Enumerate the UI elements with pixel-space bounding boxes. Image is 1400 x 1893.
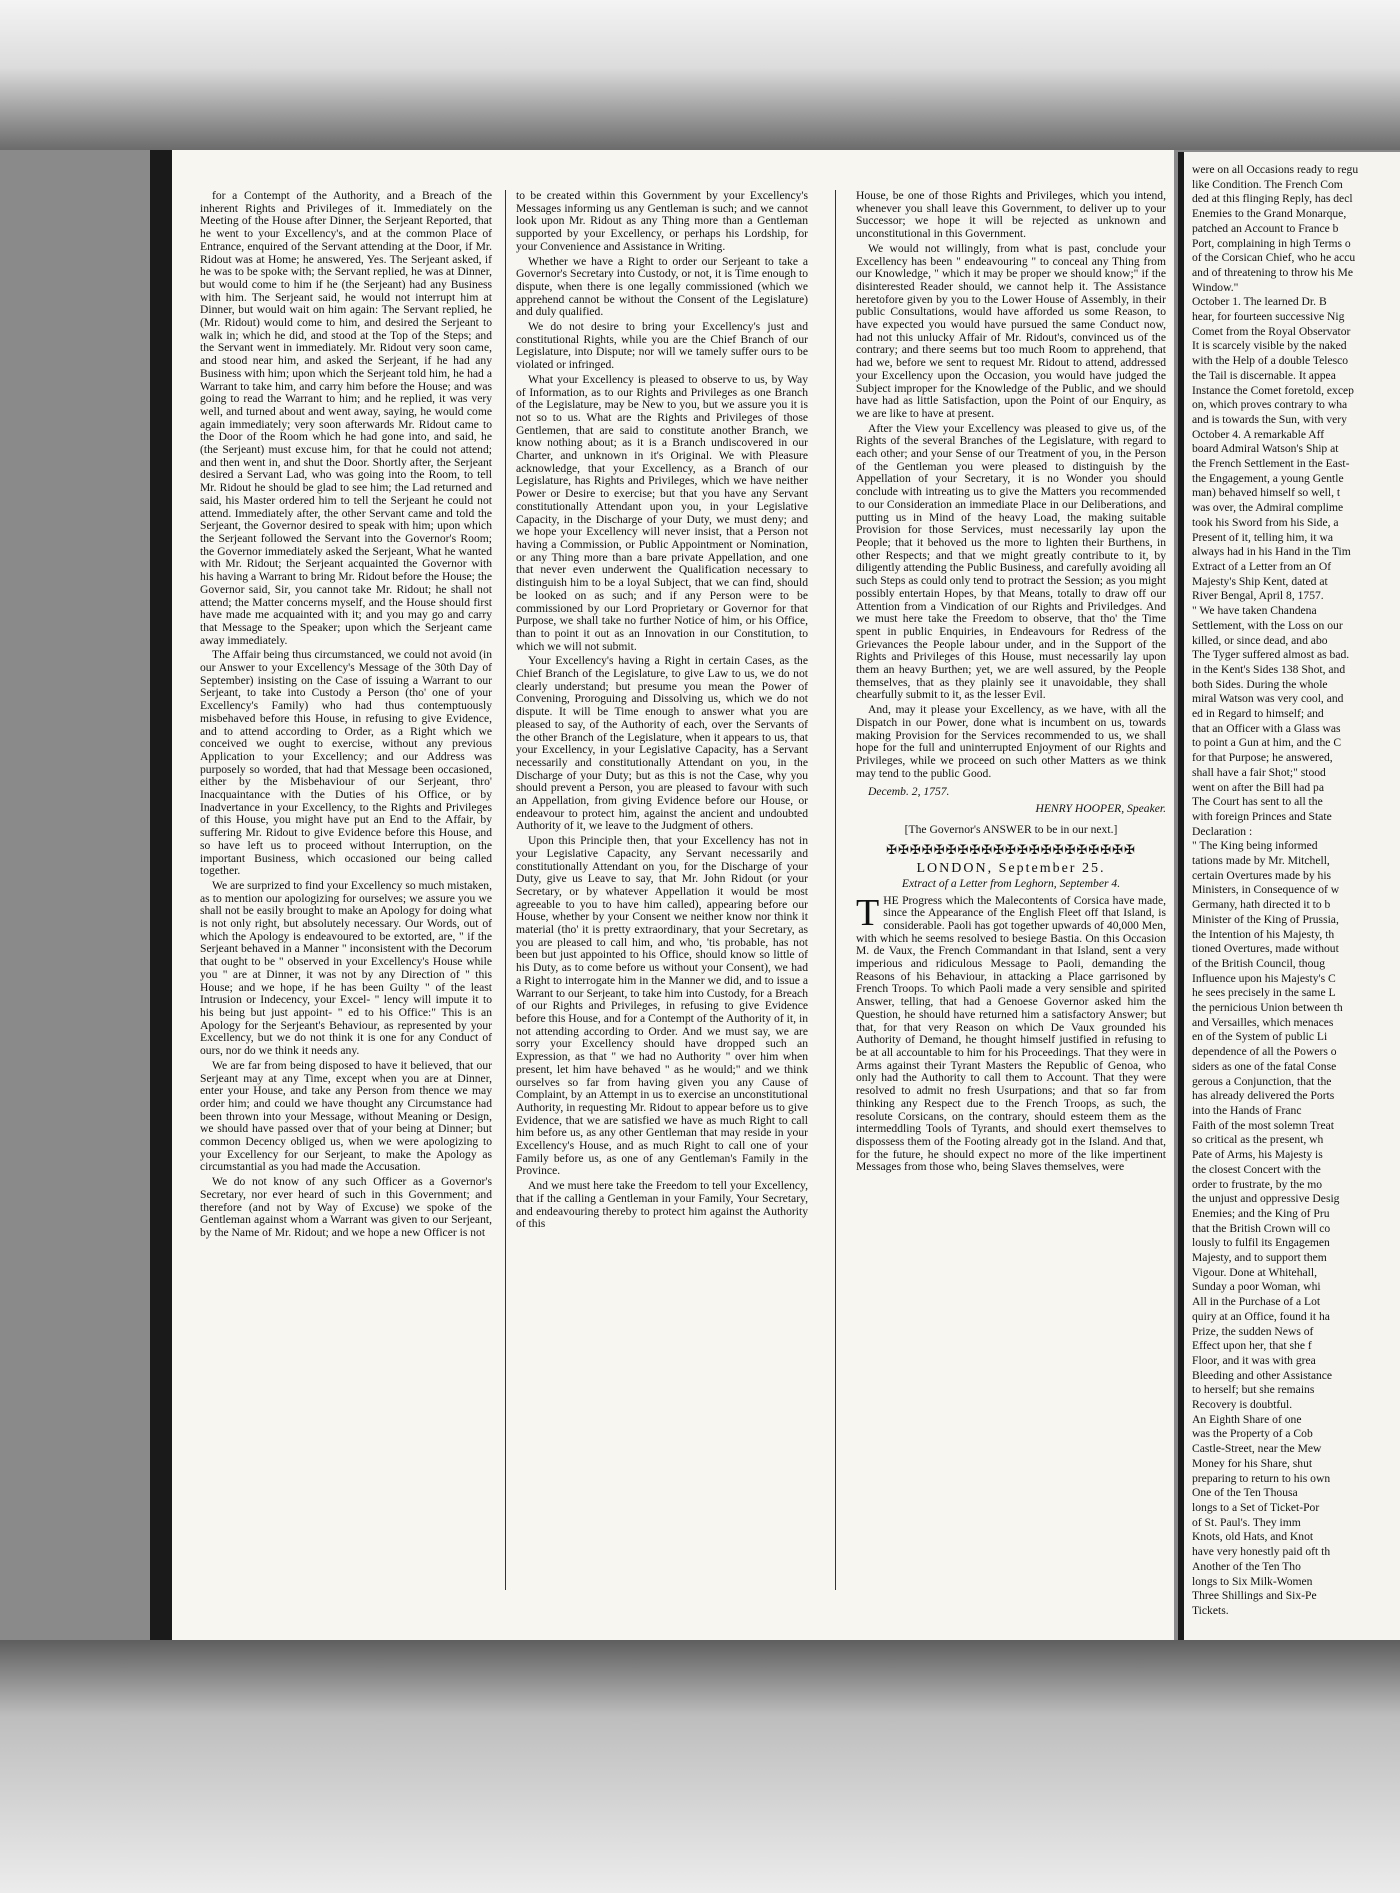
adjacent-page-line: and of threatening to throw his Me bbox=[1192, 265, 1353, 279]
adjacent-page-line: Effect upon her, that she f bbox=[1192, 1339, 1312, 1353]
adjacent-page-line: longs to a Set of Ticket-Por bbox=[1192, 1500, 1320, 1514]
adjacent-page-line: Recovery is doubtful. bbox=[1192, 1398, 1293, 1412]
adjacent-page-line: of the Corsican Chief, who he accu bbox=[1192, 251, 1356, 265]
adjacent-page-line: went on after the Bill had pa bbox=[1192, 780, 1324, 794]
paragraph: Your Excellency's having a Right in certain Cases, as the Chief Branch of the Legislature, to give Law to us, we do not clearly understand; but presume you mean the Power of Convening, Proroguing and Dissolving us, which we do not dispute. It will be Time enough to answer what you are pleased to say, of the Authority of each, over the Servants of the other Branch of the Legislature, when it appears to us, that your Excellency, in your Legislative Capacity, has a Servant necessarily and constitutionally Attendant on you, in the Discharge of your Duty; but as this is not the Case, why you should prevent a Person, you are pleased to favour with such an Appellation, from giving Evidence before our House, or endeavour to protect him, against the ancient and undoubted Authority of it, we leave to the Judgment of others. bbox=[516, 654, 808, 833]
adjacent-page-line: miral Watson was very cool, and bbox=[1192, 692, 1344, 706]
paragraph: Upon this Principle then, that your Excellency has not in your Legislative Capacity, any Servant necessarily and constitutionally Attendant on you, for the Discharge of your Duty, give us Leave to say, that Mr. John Ridout (or your Secretary, or by whatever Appellation it would be most agreeable to you to have him called), appearing before our House, whether by your Consent we neither know nor think it material (tho' it is pretty extraordinary, that your Secretary, as you are pleased to call him, and who, 'tis probable, has not been but just appointed to his Office, should know so little of his Duty, as to come before us without your Consent), we had a Right to interrogate him in the Manner we did, and to issue a Warrant to our Serjeant, to take him into Custody, for a Breach of our Rights and Privileges, in refusing to give Evidence before this House, and for a Contempt of the Authority of it, in not attending according to Order. And we must say, we are sorry your Excellency should have dropped such an Expression, as that " we had no Authority " over him when present, let him have behaved " as he would;" and we think ourselves so far from having given you any Cause of Complaint, by an Attempt in us to exercise an unconstitutional Authority, in requesting Mr. Ridout to appear before us to give Evidence, that we are satisfied we have as much Right to call him before us, as any other Gentleman that may reside in your Excellency's House, and as much Right to call one of your Family before us, as one of any Gentleman's Family in the Province. bbox=[516, 834, 808, 1178]
adjacent-page-line: River Bengal, April 8, 1757. bbox=[1192, 589, 1324, 603]
adjacent-page-line: the Intention of his Majesty, th bbox=[1192, 927, 1335, 941]
adjacent-page-line: lously to fulfil its Engagemen bbox=[1192, 1236, 1330, 1250]
column-rule bbox=[835, 190, 836, 1590]
paragraph: We are surprized to find your Excellency so much mistaken, as to mention our apologizing for ourselves; we assure you we shall not be easily brought to make an Apology for doing what is not only right, but absolutely necessary. Our Words, out of which the Apology is endeavoured to be extorted, are, " if the Serjeant behaved in a Manner " inconsistent with the Decorum that ought to be " observed in your Excellency's House while you " are at Dinner, it was not by any Direction of " this House; and we hope, if he has been Guilty " of the least Intrusion or Indecency, your Excel- " lency will impute it to his being but just appoint- " ed to his Office:" This is an Apology for the Serjeant's Behaviour, as represented by your Excellency, but we do not think it is one for any Conduct of ours, nor do we think it needs any. bbox=[200, 878, 492, 1058]
adjacent-page-line: tations made by Mr. Mitchell, bbox=[1192, 854, 1330, 868]
adjacent-page-line: Minister of the King of Prussia, bbox=[1192, 912, 1339, 926]
adjacent-page-line: Tickets. bbox=[1192, 1603, 1229, 1617]
adjacent-page-line: All in the Purchase of a Lot bbox=[1192, 1295, 1321, 1309]
adjacent-page-line: the unjust and oppressive Desig bbox=[1192, 1192, 1340, 1206]
drop-cap: T bbox=[856, 891, 880, 934]
text-column-1 bbox=[200, 190, 492, 1242]
adjacent-page-line: Settlement, with the Loss on our bbox=[1192, 618, 1343, 632]
adjacent-page-line: ed in Regard to himself; and bbox=[1192, 707, 1324, 721]
adjacent-page-line: Castle-Street, near the Mew bbox=[1192, 1442, 1322, 1456]
adjacent-page-line: for that Purpose; he answered, bbox=[1192, 751, 1333, 765]
adjacent-page-line: has already delivered the Ports bbox=[1192, 1089, 1335, 1103]
adjacent-page-line: on, which proves contrary to wha bbox=[1192, 398, 1348, 412]
adjacent-page-line: the French Settlement in the East- bbox=[1192, 457, 1350, 471]
paragraph: And, may it please your Excellency, as we have, with all the Dispatch in our Power, done what is incumbent on us, towards making Provision for the Services recommended to us, we shall hope for the full and uninterrupted Enjoyment of our Rights and Privileges, while we proceed on such other Matters as we think may tend to the public Good. bbox=[856, 703, 1166, 780]
adjacent-page-line: with the Help of a double Telesco bbox=[1192, 354, 1349, 368]
london-dateline: LONDON, September 25. bbox=[916, 861, 1106, 877]
paragraph: We do not know of any such Officer as a Governor's Secretary, nor ever heard of such in this Government; and therefore (and not by Way of Excuse) we spoke of the Gentleman against whom a Warrant was given to our Serjeant, by the Name of Mr. Ridout; and we hope a new Officer is not bbox=[200, 1175, 492, 1239]
paragraph: to be created within this Government by your Excellency's Messages informing us any Gentleman is such; and we cannot look upon Mr. Ridout as any Thing more than a Gentleman supported by your Excellency, or perhaps his Lordship, for your Convenience and Assistance in Writing. bbox=[516, 189, 808, 253]
adjacent-page-line: Influence upon his Majesty's C bbox=[1192, 971, 1336, 985]
adjacent-page-line: he sees precisely in the same L bbox=[1192, 986, 1336, 1000]
paragraph: We are far from being disposed to have it believed, that our Serjeant may at any Time, except when you are at Dinner, enter your House, and take any Person from thence we may order him; and could we have thought any Circumstance had been thrown into your Message, without Meaning or Design, we should have passed over that of your being at Dinner; but common Decency obliged us, when we were apologizing to your Excellency for our Serjeant, to make the Apology as circumstantial as you had made the Accusation. bbox=[200, 1058, 492, 1174]
adjacent-page-line: It is scarcely visible by the naked bbox=[1192, 339, 1347, 353]
adjacent-page-line: October 1. The learned Dr. B bbox=[1192, 295, 1327, 309]
letter-paragraph bbox=[856, 891, 1166, 1174]
adjacent-page-line: Declaration : bbox=[1192, 824, 1253, 838]
adjacent-page-line: Knots, old Hats, and Knot bbox=[1192, 1530, 1314, 1544]
adjacent-page-line: Present of it, telling him, it wa bbox=[1192, 530, 1334, 544]
adjacent-page bbox=[1178, 152, 1400, 1640]
text-column-2 bbox=[516, 190, 808, 1233]
adjacent-page-line: The Court has sent to all the bbox=[1192, 795, 1323, 809]
dateline-date: Decemb. 2, 1757. bbox=[868, 785, 950, 799]
adjacent-page-line: the pernicious Union between th bbox=[1192, 1001, 1343, 1015]
adjacent-page-line: was the Property of a Cob bbox=[1192, 1427, 1313, 1441]
adjacent-page-line: to point a Gun at him, and the C bbox=[1192, 736, 1342, 750]
adjacent-page-line: An Eighth Share of one bbox=[1192, 1412, 1302, 1426]
adjacent-page-line: gerous a Conjunction, that the bbox=[1192, 1074, 1332, 1088]
extract-heading: Extract of a Letter from Leghorn, September 4. bbox=[901, 876, 1121, 890]
paragraph: We do not desire to bring your Excellency's just and constitutional Rights, while you are the Chief Branch of our Legislature, into Dispute; nor will we tamely suffer ours to be violated or infringed. bbox=[516, 320, 808, 372]
adjacent-page-line: siders as one of the fatal Conse bbox=[1192, 1059, 1337, 1073]
adjacent-page-line: patched an Account to France b bbox=[1192, 221, 1339, 235]
adjacent-page-line: Majesty, and to support them bbox=[1192, 1251, 1327, 1265]
adjacent-page-line: that the British Crown will co bbox=[1192, 1221, 1331, 1235]
adjacent-page-line: longs to Six Milk-Women bbox=[1192, 1574, 1313, 1588]
adjacent-page-line: quiry at an Office, found it ha bbox=[1192, 1309, 1330, 1323]
scan-background-top bbox=[0, 0, 1400, 150]
adjacent-page-line: certain Overtures made by his bbox=[1192, 868, 1332, 882]
adjacent-page-line: en of the System of public Li bbox=[1192, 1030, 1328, 1044]
adjacent-page-line: Another of the Ten Tho bbox=[1192, 1559, 1301, 1573]
adjacent-page-line: Majesty's Ship Kent, dated at bbox=[1192, 574, 1328, 588]
column-rule bbox=[505, 190, 506, 1590]
adjacent-page-line: Money for his Share, shut bbox=[1192, 1456, 1313, 1470]
adjacent-page-line: preparing to return to his own bbox=[1192, 1471, 1331, 1485]
adjacent-page-line: One of the Ten Thousa bbox=[1192, 1486, 1298, 1500]
adjacent-page-line: man) behaved himself so well, t bbox=[1192, 486, 1341, 500]
adjacent-page-line: dependence of all the Powers o bbox=[1192, 1045, 1337, 1059]
paragraph: House, be one of those Rights and Privileges, which you intend, whenever you shall leave this Government, to deliver up to your Successor; we hope it will be rejected as unknown and unconstitutional in this Government. bbox=[856, 189, 1166, 241]
adjacent-page-line: ded at this flinging Reply, has decl bbox=[1192, 192, 1353, 206]
adjacent-page-line: killed, or since dead, and abo bbox=[1192, 633, 1328, 647]
text-column-3 bbox=[856, 190, 1166, 1176]
adjacent-page-line: the Engagement, a young Gentle bbox=[1192, 471, 1344, 485]
paragraph: After the View your Excellency was pleased to give us, of the Rights of the several Branches of the Legislature, with regard to each other; and your Sense of our Treatment of you, in the Person of the Gentleman you were pleased to distinguish by the Appellation of your Secretary, it is no Wonder you should conclude with intreating us to give the Matters you recommended to our Consideration an immediate Place in our Deliberations, and putting us in Mind of the heavy Load, the making suitable Provision for those Services, must necessarily lay upon the People; that it behoved us the more to lighten their Burthens, in other Respects; and that we might greatly contribute to it, by diligently attending the Public Business, and carefully avoiding all such Steps as could only tend to protract the Session; as you might possibly entertain Hopes, by that Means, totally to draw off our Attention from a Vindication of our Rights and Priviledges. And we must here take the Freedom to observe, that tho' the Time spent in public Enquiries, in Endeavours for Redress of the Grievances the People labour under, and in the Support of the Rights and Privileges of this House, must necessarily lay upon them an heavy Burthen; yet, we are well assured, by the People themselves, that as they plainly see it unavoidable, they shall chearfully submit to it, as the lesser Evil. bbox=[856, 421, 1166, 702]
adjacent-page-line: Comet from the Royal Observator bbox=[1192, 324, 1351, 338]
adjacent-page-line: and Versailles, which menaces bbox=[1192, 1015, 1334, 1029]
adjacent-page-line: Three Shillings and Six-Pe bbox=[1192, 1589, 1317, 1603]
governor-answer-note: [The Governor's ANSWER to be in our next.] bbox=[904, 822, 1118, 836]
adjacent-page-line: and is towards the Sun, with very bbox=[1192, 412, 1347, 426]
adjacent-page-line: Germany, hath directed it to b bbox=[1192, 898, 1331, 912]
adjacent-page-line: so critical as the present, wh bbox=[1192, 1133, 1324, 1147]
adjacent-page-line: " The King being informed bbox=[1192, 839, 1318, 853]
adjacent-page-line: Pate of Arms, his Majesty is bbox=[1192, 1148, 1323, 1162]
adjacent-page-line: Bleeding and other Assistance bbox=[1192, 1368, 1333, 1382]
adjacent-page-line: have very honestly paid oft th bbox=[1192, 1545, 1331, 1559]
adjacent-page-line: The Tyger suffered almost as bad. bbox=[1192, 648, 1350, 662]
scan-background-bottom bbox=[0, 1640, 1400, 1893]
adjacent-page-line: hear, for fourteen successive Nig bbox=[1192, 310, 1345, 324]
adjacent-page-line: in the Kent's Sides 138 Shot, and bbox=[1192, 662, 1346, 676]
adjacent-page-line: tioned Overtures, made without bbox=[1192, 942, 1339, 956]
adjacent-page-line: board Admiral Watson's Ship at bbox=[1192, 442, 1339, 456]
adjacent-page-line: like Condition. The French Com bbox=[1192, 177, 1343, 191]
adjacent-page-line: were on all Occasions ready to regu bbox=[1192, 163, 1359, 176]
adjacent-page-line: always had in his Hand in the Tim bbox=[1192, 545, 1351, 559]
adjacent-page-line: Sunday a poor Woman, whi bbox=[1192, 1280, 1321, 1294]
paragraph: What your Excellency is pleased to observe to us, by Way of Information, as to our Rights and Privileges as one Branch of the Legislature, may be New to you, but we assure you it is not so to us. What are the Rights and Privileges of those Gentlemen, that are said to constitute another Branch, we know nothing about; as it is a Branch undiscovered in our Charter, and unknown in it's Original. We with Pleasure acknowledge, that your Excellency, as a Branch of our Legislature, has Rights and Privileges, which we have neither Power or Desire to exercise; but that you have any Servant constitutionally Attendant upon you, in your Legislative Capacity, in the Discharge of your Duty, we must deny; and we hope your Excellency will never insist, that a Person not having a Commission, or Public Appointment or Nomination, or any Thing more than a bare private Appellation, and one that never even underwent the Qualification necessary to distinguish him to be a loyal Subject, that we can find, should be looked on as such; and if any Person were to be commissioned by our Lord Proprietary or Governor for that Purpose, we shall take no further Notice of him, or his Office, than to point it out as an Innovation in our Constitution, to which we will not submit. bbox=[516, 372, 808, 653]
adjacent-page-line: Window." bbox=[1192, 280, 1239, 294]
adjacent-page-line: Prize, the sudden News of bbox=[1192, 1324, 1314, 1338]
adjacent-page-line: October 4. A remarkable Aff bbox=[1192, 427, 1325, 441]
adjacent-page-line: Port, complaining in high Terms o bbox=[1192, 236, 1351, 250]
adjacent-page-line: shall have a fair Shot;" stood bbox=[1192, 765, 1326, 779]
paragraph: The Affair being thus circumstanced, we could not avoid (in our Answer to your Excellency's Message of the 30th Day of September) insisting on the Case of issuing a Warrant to our Serjeant, to take into Custody a Person (tho' one of your Excellency's Family) who had thus contemptuously misbehaved before this House, in refusing to give Evidence, and to attend according to Order, as a Right which we conceived we ought to exercise, without any previous Application to your Excellency; and our Address was purposely so worded, that had that Message been occasioned, either by the Misbehaviour of our Serjeant, thro' Inacquaintance with the Duties of his Office, or by Inadvertance in your Excellency, to the Rights and Privileges of this House, you might have put an End to the Affair, by suffering Mr. Ridout to give Evidence before this House, and so have left us to proceed without Interruption, on the important Business, which occasioned our being called together. bbox=[200, 648, 492, 878]
adjacent-page-line: Floor, and it was with grea bbox=[1192, 1353, 1316, 1367]
adjacent-page-line: with foreign Princes and State bbox=[1192, 809, 1332, 823]
letter-body: HE Progress which the Malecontents of Corsica have made, since the Appearance of the English Fleet off that Island, is considerable. Paoli has got together upwards of 40,000 Men, with which he seems resolved to besiege Bastia. On this Occasion M. de Vaux, the French Commandant in that Island, sent a very imperious and ridiculous Message to Paoli, demanding the Reasons of his Behaviour, in attacking a Place garrisoned by French Troops. To which Paoli made a very sensible and spirited Answer, telling, that had a Genoese Governor asked him the Question, he should have returned him a satisfactory Answer; but that, for that very Reason on which De Vaux grounded his Authority of Demand, he thought himself justified in refusing to be at all accountable to him for his Proceedings. That they were in Arms against their Tyrant Masters the Republic of Genoa, who only had the Authority to call them to Account. That they were resolved to admit no fresh Usurpations; and that so far from thinking any Respect due to the French Troops, as such, the resolute Corsicans, on the contrary, should esteem them as the intermeddling Tools of Tyrants, and should exert themselves to dispossess them of the Footing already got in the Island. And that, for the future, he should expect no more of the like impertinent Messages from those who, being Slaves themselves, were bbox=[856, 893, 1166, 1174]
adjacent-page-line: both Sides. During the whole bbox=[1192, 677, 1328, 691]
adjacent-page-line: Faith of the most solemn Treat bbox=[1192, 1118, 1335, 1132]
adjacent-page-line: Instance the Comet foretold, excep bbox=[1192, 383, 1354, 397]
adjacent-page-line: " We have taken Chandena bbox=[1192, 604, 1317, 618]
newspaper-page bbox=[150, 150, 1174, 1640]
paragraph: And we must here take the Freedom to tell your Excellency, that if the calling a Gentleman in your Family, Your Secretary, and endeavouring thereby to protect him against the Authority of this bbox=[516, 1179, 808, 1231]
adjacent-page-line: that an Officer with a Glass was bbox=[1192, 721, 1341, 735]
adjacent-page-line: of St. Paul's. They imm bbox=[1192, 1515, 1301, 1529]
adjacent-page-line: to herself; but she remains bbox=[1192, 1383, 1315, 1397]
adjacent-page-line: took his Sword from his Side, a bbox=[1192, 515, 1339, 529]
speaker-signature: HENRY HOOPER, Speaker. bbox=[1035, 802, 1166, 816]
adjacent-page-line: Enemies; and the King of Pru bbox=[1192, 1206, 1330, 1220]
adjacent-page-line: the closest Concert with the bbox=[1192, 1162, 1321, 1176]
paragraph: We would not willingly, from what is past, conclude your Excellency has been " endeavouring " to conceal any Thing from our Knowledge, " which it may be proper we should know;" if the disinterested Reader should, we cannot help it. The Assistance heretofore given by you to the Lower House of Assembly, in their public Consultations, would have afforded us some Reason, to have expected you would have pursued the same Conduct now, had not this unlucky Affair of Mr. Ridout's, convinced us of the contrary; and there seems but too much Room to apprehend, that had we, before we sent to request Mr. Ridout to attend, addressed your Excellency upon the Occasion, you would have judged the Subject improper for the Knowledge of the Public, and we should have had as little Satisfaction, upon the Point of our Enquiry, as we are like to have at present. bbox=[856, 241, 1166, 420]
adjacent-page-line: Vigour. Done at Whitehall, bbox=[1192, 1265, 1317, 1279]
adjacent-page-column bbox=[1192, 164, 1400, 1620]
adjacent-page-line: was over, the Admiral complime bbox=[1192, 501, 1344, 515]
adjacent-page-line: Ministers, in Consequence of w bbox=[1192, 883, 1340, 897]
adjacent-page-line: order to frustrate, by the mo bbox=[1192, 1177, 1323, 1191]
adjacent-page-line: the Tail is discernable. It appea bbox=[1192, 368, 1336, 382]
paragraph: Whether we have a Right to order our Serjeant to take a Governor's Secretary into Custody, or not, it is Time enough to dispute, when there is one legally commissioned (which we apprehend cannot be without the Consent of the Legislature) and duly qualified. bbox=[516, 254, 808, 319]
adjacent-page-line: of the British Council, thoug bbox=[1192, 956, 1325, 970]
adjacent-page-line: into the Hands of Franc bbox=[1192, 1104, 1302, 1117]
adjacent-page-line: Enemies to the Grand Monarque, bbox=[1192, 207, 1347, 221]
adjacent-page-line: Extract of a Letter from an Of bbox=[1192, 559, 1332, 573]
ornament-divider: ✠✠✠✠✠✠✠✠✠✠✠✠✠✠✠✠✠✠✠✠✠ bbox=[886, 842, 1136, 858]
paragraph: for a Contempt of the Authority, and a Breach of the inherent Rights and Privileges of it. Immediately on the Meeting of the House after Dinner, the Serjeant Reported, that he went to your Excellency's, and at the common Place of Entrance, enquired of the Servant attending at the Door, if Mr. Ridout was at Home; he answered, Yes. The Serjeant asked, if he was to be spoke with; the Servant replied, he was at Dinner, but would come to him if he (the Serjeant) had any Business with him. The Serjeant said, he would not interrupt him at Dinner, but would wait on him again: The Servant replied, he (Mr. Ridout) would come to him, and desired the Serjeant to walk in; which he did, and stood at the Top of the Steps; and the Servant went in immediately. Mr. Ridout very soon came, and stood near him, and asked the Serjeant, if he had any Business with him; upon which the Serjeant told him, he had a Warrant to take him, and carry him before the House; and was going to read the Warrant to him; and he replied, it was very well, and turned about and went away, saying, he would come again immediately; very soon afterwards Mr. Ridout came to the Door of the Room which he had gone into, and said, he (the Serjeant) must excuse him, for that he could not attend; and then went in, and shut the Door. Shortly after, the Serjeant desired a Servant Lad, who was going into the Room, to tell Mr. Ridout he should be glad to see him; the Lad returned and said, his Master ordered him to tell the Serjeant he could not attend. Immediately after, the other Servant came and told the Serjeant, the Governor desired to speak with him; upon which the Serjeant followed the Servant into the Governor's Room; the Governor immediately asked the Serjeant, What he wanted with Mr. Ridout; the Serjeant acquainted the Governor with his having a Warrant to bring Mr. Ridout before the House; the Governor said, Sir, you cannot take Mr. Ridout; he shall not attend; the Matter concerns myself, and the House should first have made me acquainted with it; and you may go and carry that Message to the Speaker; upon which the Serjeant came away immediately. bbox=[200, 189, 492, 647]
